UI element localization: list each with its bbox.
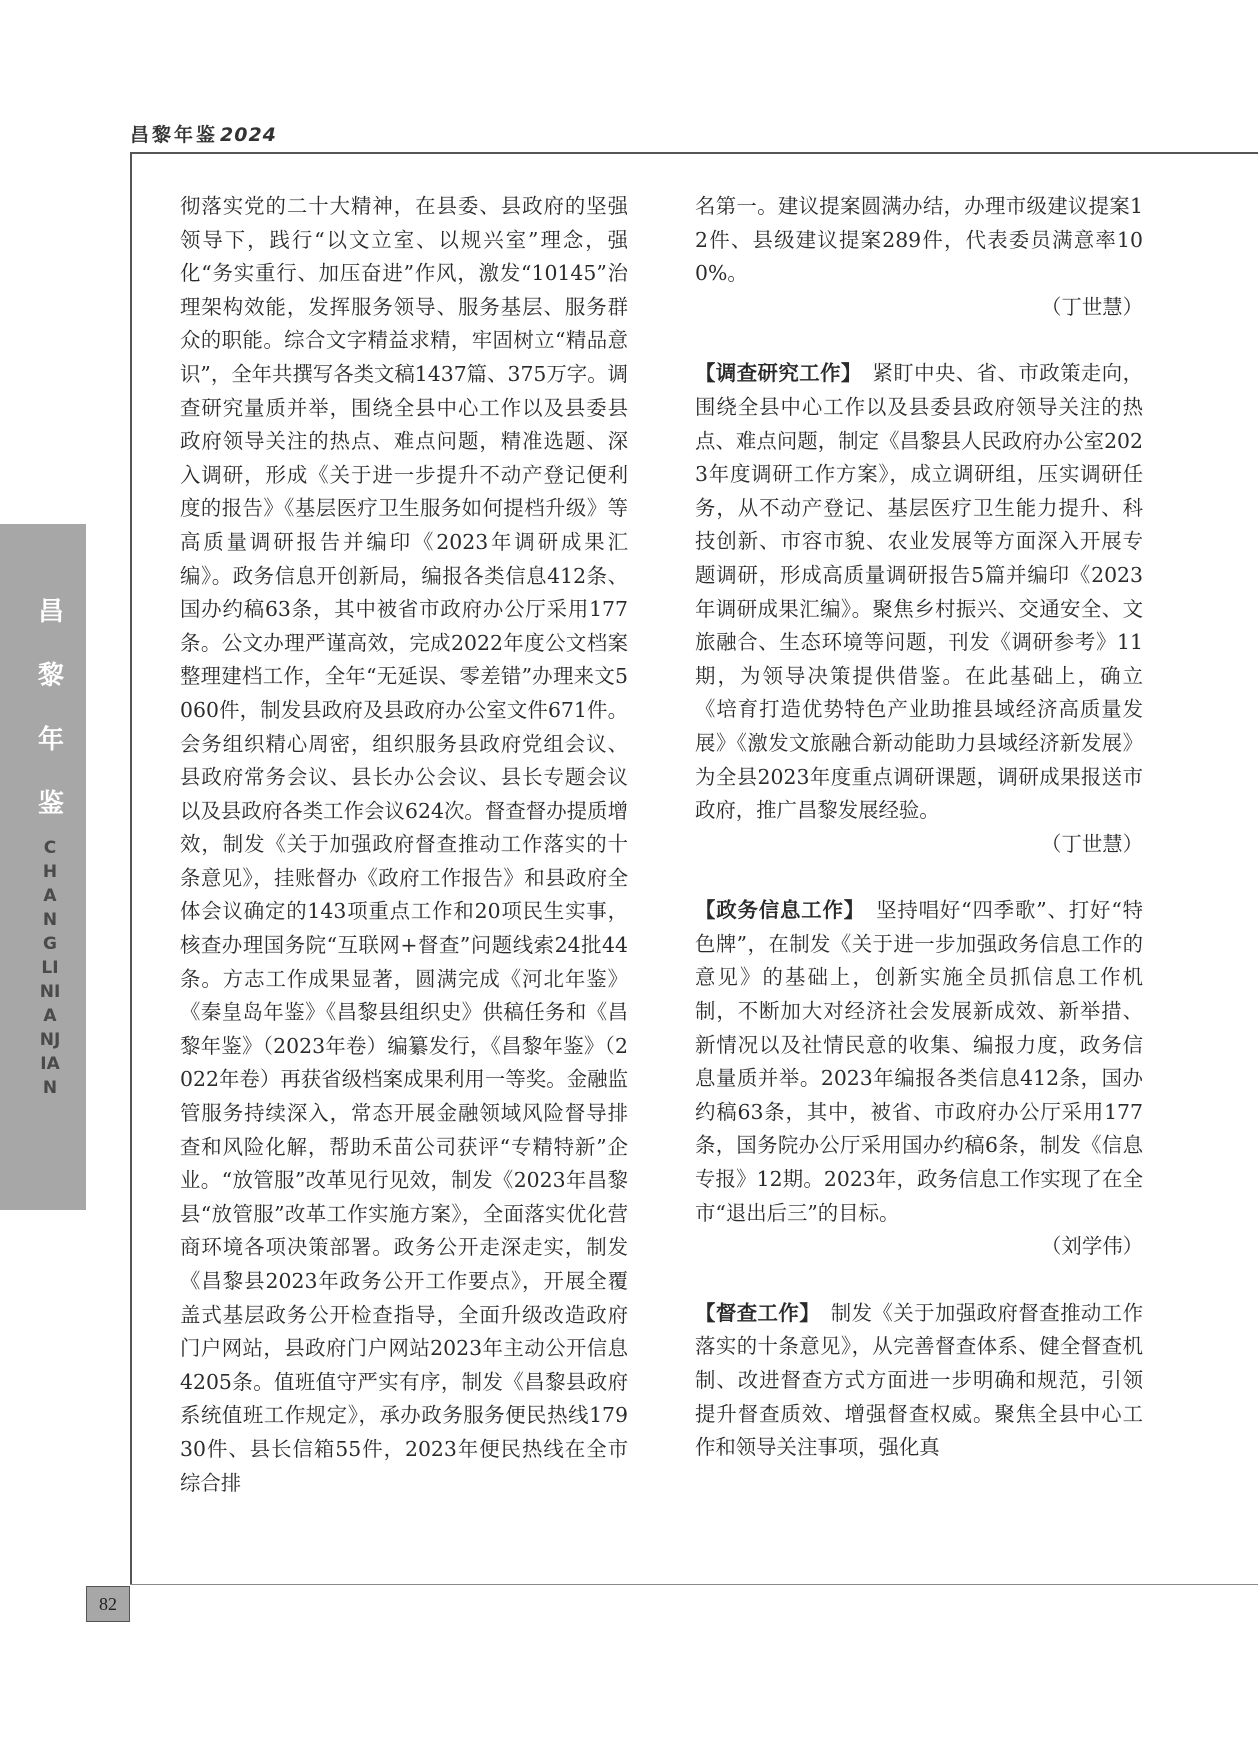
section-research [695, 357, 1143, 827]
top-rule [130, 152, 1258, 154]
author: （刘学伟） [1041, 1234, 1143, 1259]
section-info [695, 894, 1143, 1230]
bottom-rule [130, 1584, 1258, 1585]
left-rule [130, 152, 132, 1585]
section-title: 【督查工作】 [695, 1300, 821, 1325]
section-body: 坚持唱好“四季歌”、打好“特色牌”，在制发《关于进一步加强政务信息工作的意见》的基础上，创新实施全员抓信息工作机制，不断加大对经济社会发展新成效、新举措、新情况以及社情民意的收集、编报力度，政务信息量质并举。2023年编报各类信息412条，国办约稿63条，其中，被省、市政府办公厅采用177条，国务院办公厅采用国办约稿6条，制发《信息专报》12期。2023年，政务信息工作实现了在全市“退出后三”的目标。 [695, 898, 1144, 1225]
author: （丁世慧） [1041, 831, 1143, 856]
section-body: 制发《关于加强政府督查推动工作落实的十条意见》，从完善督查体系、健全督查机制、改进督查方式方面进一步明确和规范，引领提升督查质效、增强督查权威。聚焦全县中心工作和领导关注事项，强化真 [695, 1300, 1144, 1460]
section-title: 【政务信息工作】 [695, 898, 866, 923]
left-column-text: 彻落实党的二十大精神，在县委、县政府的坚强领导下，践行“以文立室、以规兴室”理念，强化“务实重行、加压奋进”作风，激发“10145”治理架构效能，发挥服务领导、服务基层、服务群众的职能。综合文字精益求精，牢固树立“精品意识”，全年共撰写各类文稿1437篇、375万字。调查研究量质并举，围绕全县中心工作以及县委县政府领导关注的热点、难点问题，精准选题、深入调研，形成《关于进一步提升不动产登记便利度的报告》《基层医疗卫生服务如何提档升级》等高质量调研报告并编印《2023年调研成果汇编》。政务信息开创新局，编报各类信息412条、国办约稿63条，其中被省市政府办公厅采用177条。公文办理严谨高效，完成2022年度公文档案整理建档工作，全年“无延误、零差错”办理来文5060件，制发县政府及县政府办公室文件671件。会务组织精心周密，组织服务县政府党组会议、县政府常务会议、县长办公会议、县长专题会议以及县政府各类工作会议624次。督查督办提质增效，制发《关于加强政府督查推动工作落实的十条意见》，挂账督办《政府工作报告》和县政府全体会议确定的143项重点工作和20项民生实事，核查办理国务院“互联网+督查”问题线索24批44条。方志工作成果显著，圆满完成《河北年鉴》《秦皇岛年鉴》《昌黎县组织史》供稿任务和《昌黎年鉴》（2023年卷）编纂发行，《昌黎年鉴》（2022年卷）再获省级档案成果利用一等奖。金融监管服务持续深入，常态开展金融领域风险督导排查和风险化解，帮助禾苗公司获评“专精特新”企业。“放管服”改革见行见效，制发《2023年昌黎县“放管服”改革工作实施方案》，全面落实优化营商环境各项决策部署。政务公开走深走实，制发《昌黎县2023年政务公开工作要点》，开展全覆盖式基层政务公开检查指导，全面升级改造政府门户网站，县政府门户网站2023年主动公开信息4205条。值班值守严实有序，制发《昌黎县政府系统值班工作规定》，承办政务服务便民热线17930件、县长信箱55件，2023年便民热线在全市综合排 [180, 194, 628, 1495]
right-column [695, 190, 1143, 1465]
continuation-text: 名第一。建议提案圆满办结，办理市级建议提案12件、县级建议提案289件，代表委员满意率100%。 [695, 194, 1143, 286]
section-body: 紧盯中央、省、市政策走向，围绕全县中心工作以及县委县政府领导关注的热点、难点问题，制定《昌黎县人民政府办公室2023年度调研工作方案》，成立调研组，压实调研任务，从不动产登记、基层医疗卫生能力提升、科技创新、市容市貌、农业发展等方面深入开展专题调研，形成高质量调研报告5篇并编印《2023年调研成果汇编》。聚焦乡村振兴、交通安全、文旅融合、生态环境等问题，刊发《调研参考》11期，为领导决策提供借鉴。在此基础上，确立《培育打造优势特色产业助推县域经济高质量发展》《激发文旅融合新动能助力县域经济新发展》为全县2023年度重点调研课题，调研成果报送市政府，推广昌黎发展经验。 [695, 361, 1144, 823]
side-tab-chinese: 昌黎年鉴 [38, 597, 65, 819]
running-header [130, 120, 277, 147]
side-tab-english: CHANGLINIANJIAN [39, 838, 61, 1098]
section-title: 【调查研究工作】 [695, 361, 862, 386]
page-number: 82 [86, 1586, 130, 1622]
section-supervision [695, 1297, 1143, 1465]
header-year: 2024 [220, 124, 277, 146]
left-column [180, 190, 628, 1500]
header-title-text: 昌黎年鉴 [130, 124, 219, 146]
author: （丁世慧） [1041, 294, 1143, 319]
